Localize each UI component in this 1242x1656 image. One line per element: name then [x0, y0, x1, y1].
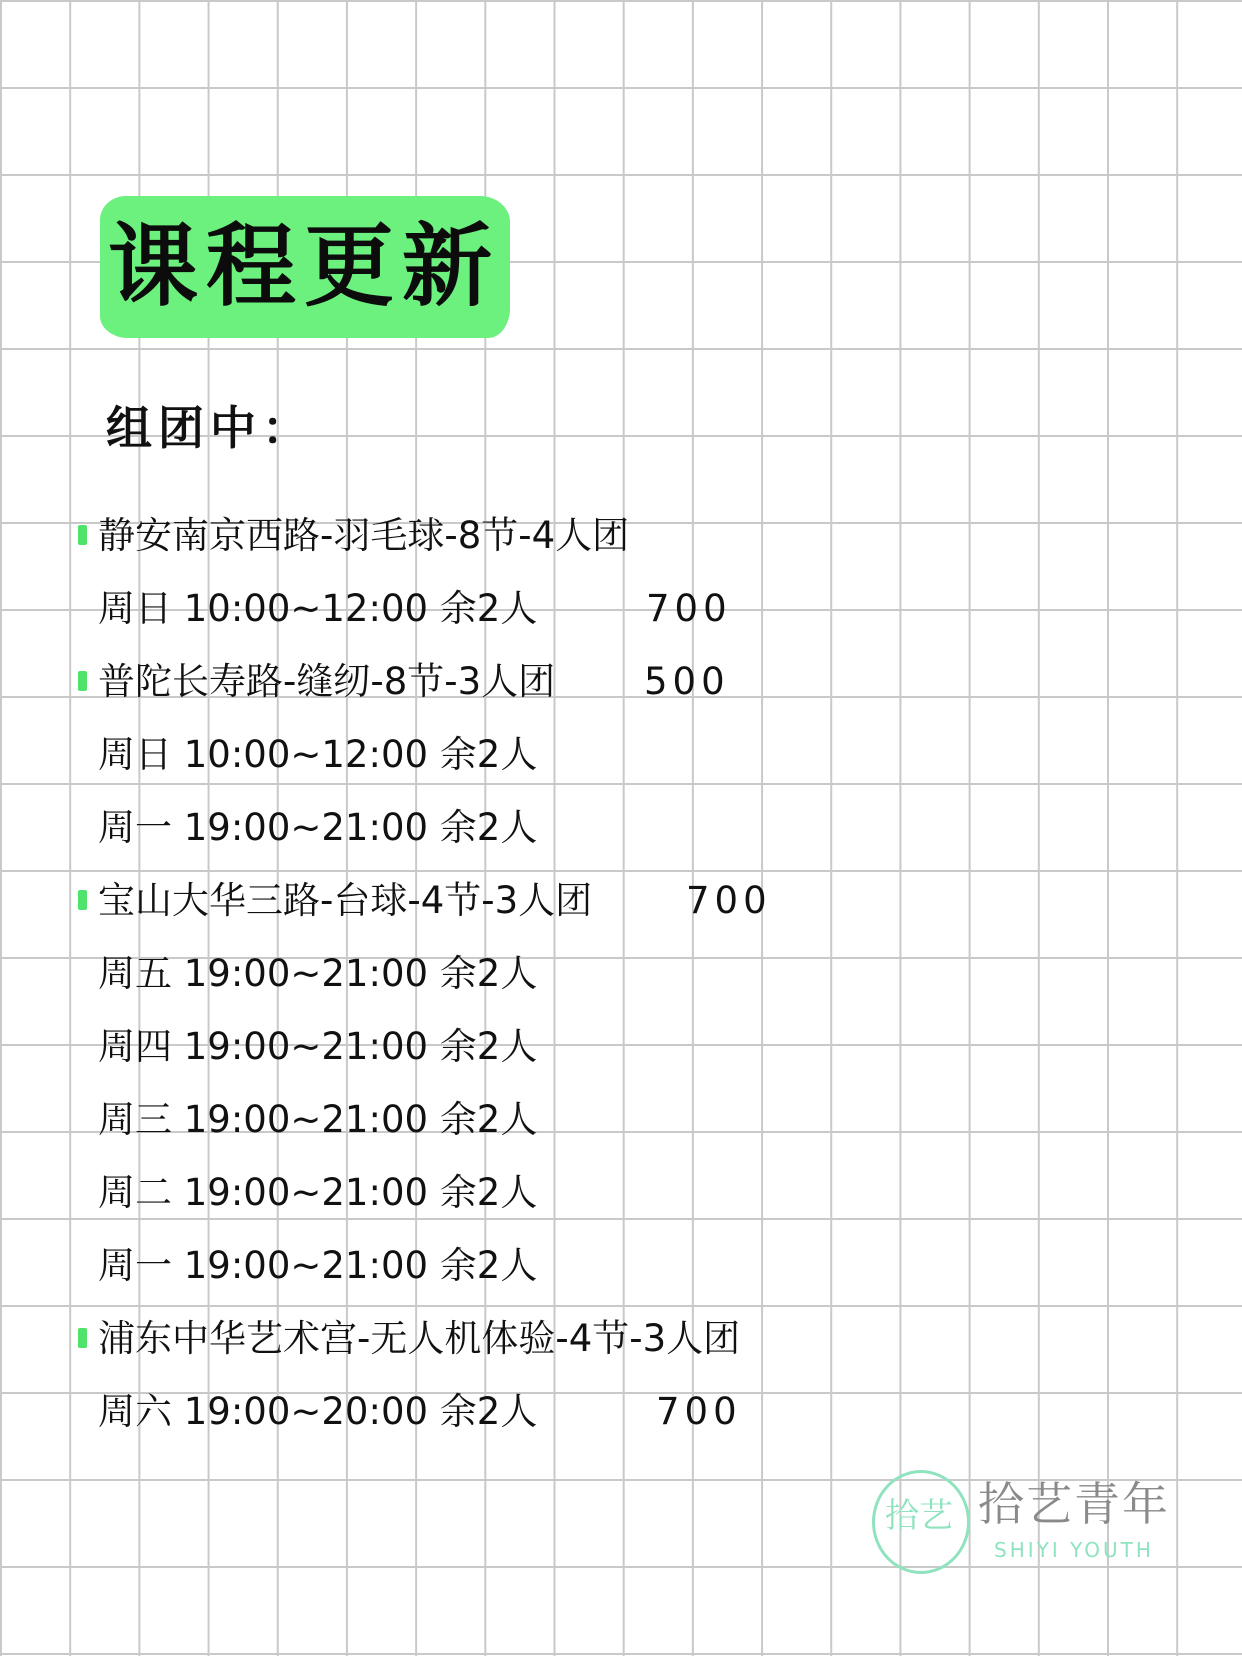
schedule-row [98, 727, 537, 783]
brand-logo [872, 1468, 1172, 1578]
course-title-row [98, 654, 730, 710]
course-title: 宝山大华三路-台球-4节-3人团 [98, 879, 593, 922]
logo-mark: 拾艺 [885, 1496, 953, 1536]
schedule-text: 周三 19:00~21:00 余2人 [98, 1098, 538, 1141]
course-title: 普陀长寿路-缝纫-8节-3人团 [98, 660, 556, 703]
schedule-text: 周日 10:00~12:00 余2人 [98, 587, 538, 630]
bullet-marker [78, 890, 87, 910]
schedule-text: 周四 19:00~21:00 余2人 [98, 1025, 538, 1068]
schedule-row [98, 1092, 537, 1148]
schedule-text: 周一 19:00~21:00 余2人 [98, 1244, 538, 1287]
schedule-row [98, 1384, 742, 1440]
price-label: 500 [644, 660, 730, 703]
price-label: 700 [656, 1390, 742, 1433]
schedule-text: 周六 19:00~20:00 余2人 [98, 1390, 538, 1433]
course-title-row [98, 1311, 740, 1367]
bullet-marker [78, 525, 87, 545]
schedule-text: 周一 19:00~21:00 余2人 [98, 806, 538, 849]
schedule-row [98, 1165, 537, 1221]
logo-name: 拾艺青年 [978, 1477, 1170, 1531]
schedule-text: 周五 19:00~21:00 余2人 [98, 952, 538, 995]
schedule-text: 周二 19:00~21:00 余2人 [98, 1171, 538, 1214]
course-title: 浦东中华艺术宫-无人机体验-4节-3人团 [98, 1317, 741, 1360]
schedule-row [98, 800, 537, 856]
schedule-row [98, 1019, 537, 1075]
bullet-marker [78, 1328, 87, 1348]
course-title-row [98, 873, 772, 929]
schedule-row [98, 946, 537, 1002]
course-title-row [98, 508, 629, 564]
schedule-text: 周日 10:00~12:00 余2人 [98, 733, 538, 776]
page-title: 课程更新 [108, 214, 500, 319]
schedule-row [98, 1238, 537, 1294]
logo-english: SHIYI YOUTH [994, 1538, 1154, 1562]
price-label: 700 [646, 587, 732, 630]
schedule-row [98, 581, 732, 637]
price-label: 700 [686, 879, 772, 922]
section-heading: 组团中： [106, 401, 314, 455]
course-title: 静安南京西路-羽毛球-8节-4人团 [98, 514, 630, 557]
bullet-marker [78, 671, 87, 691]
